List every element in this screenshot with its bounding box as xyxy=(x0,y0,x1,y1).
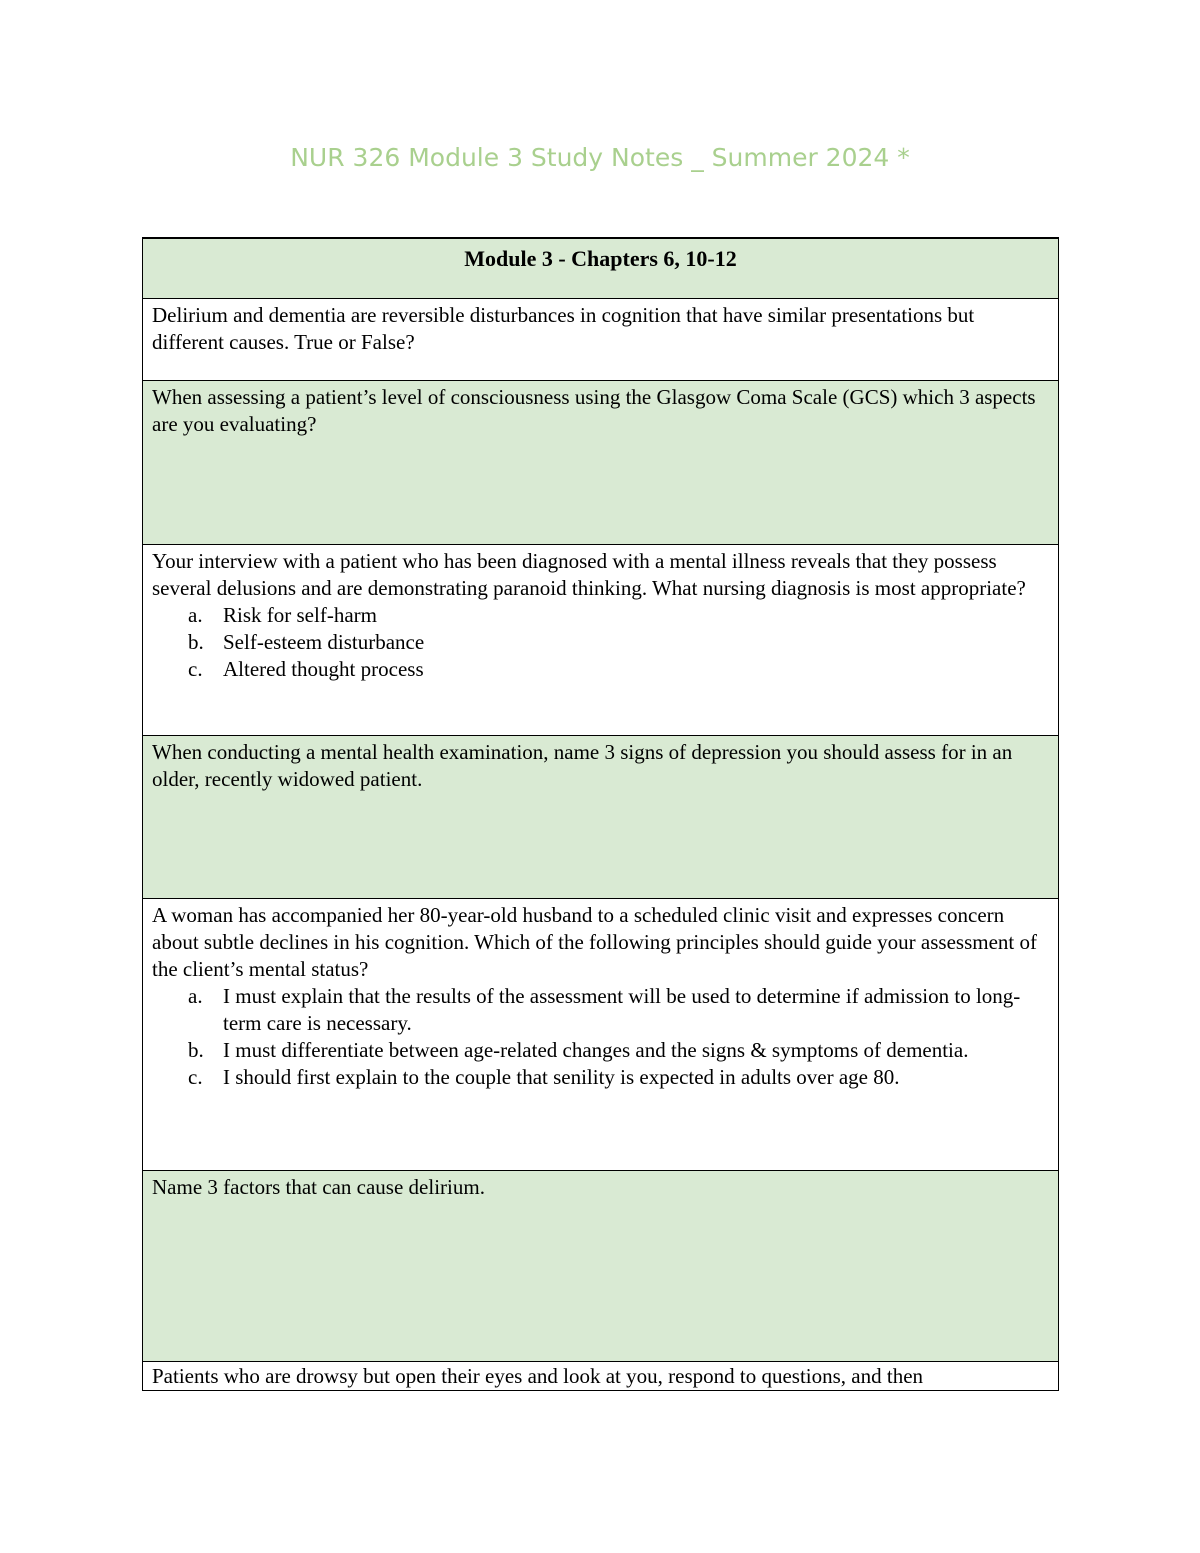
answer-option xyxy=(152,602,1049,629)
option-marker: a. xyxy=(188,983,203,1008)
document-title: NUR 326 Module 3 Study Notes _ Summer 2024 * xyxy=(290,143,910,172)
option-text: I must explain that the results of the assessment will be used to determine if admission to long-term care is necessary. xyxy=(223,983,1021,1035)
option-marker: b. xyxy=(188,1037,204,1062)
question-row xyxy=(143,735,1059,898)
option-text: I must differentiate between age-related changes and the signs & symptoms of dementia. xyxy=(223,1037,969,1062)
question-cell xyxy=(143,544,1059,735)
question-cell xyxy=(143,380,1059,544)
study-notes-table xyxy=(142,237,1059,1391)
answer-option xyxy=(152,629,1049,656)
question-row xyxy=(143,380,1059,544)
table-header: Module 3 - Chapters 6, 10-12 xyxy=(143,238,1059,298)
option-text: Self-esteem disturbance xyxy=(223,629,425,654)
question-cell xyxy=(143,298,1059,380)
question-row xyxy=(143,298,1059,380)
question-text: Patients who are drowsy but open their eyes and look at you, respond to questions, and then xyxy=(152,1363,924,1388)
table-header-row xyxy=(143,238,1059,298)
answer-option xyxy=(152,983,1049,1037)
question-text: A woman has accompanied her 80-year-old husband to a scheduled clinic visit and expresses concern about subtle declines in his cognition. Which of the following principles should guide your assessment of the client’s mental status? xyxy=(152,902,1037,981)
option-marker: c. xyxy=(188,656,203,681)
option-marker: a. xyxy=(188,602,203,627)
question-cell xyxy=(143,1361,1059,1390)
question-text: When assessing a patient’s level of consciousness using the Glasgow Coma Scale (GCS) which 3 aspects are you evaluating? xyxy=(152,384,1036,436)
option-text: Altered thought process xyxy=(223,656,424,681)
question-cell xyxy=(143,898,1059,1170)
answer-options xyxy=(152,602,1049,683)
answer-option xyxy=(152,656,1049,683)
question-row xyxy=(143,898,1059,1170)
option-text: Risk for self-harm xyxy=(223,602,377,627)
question-text: Name 3 factors that can cause delirium. xyxy=(152,1174,485,1199)
question-cell xyxy=(143,1170,1059,1361)
answer-option xyxy=(152,1064,1049,1091)
question-text: When conducting a mental health examination, name 3 signs of depression you should assess for in an older, recently widowed patient. xyxy=(152,739,1013,791)
answer-option xyxy=(152,1037,1049,1064)
option-marker: c. xyxy=(188,1064,203,1089)
question-cell xyxy=(143,735,1059,898)
question-row xyxy=(143,1170,1059,1361)
option-marker: b. xyxy=(188,629,204,654)
answer-options xyxy=(152,983,1049,1091)
question-text: Delirium and dementia are reversible disturbances in cognition that have similar presentations but different causes. True or False? xyxy=(152,302,975,354)
question-row xyxy=(143,544,1059,735)
question-text: Your interview with a patient who has been diagnosed with a mental illness reveals that they possess several delusions and are demonstrating paranoid thinking. What nursing diagnosis is most appropriate? xyxy=(152,548,1026,600)
option-text: I should first explain to the couple that senility is expected in adults over age 80. xyxy=(223,1064,900,1089)
question-row xyxy=(143,1361,1059,1390)
